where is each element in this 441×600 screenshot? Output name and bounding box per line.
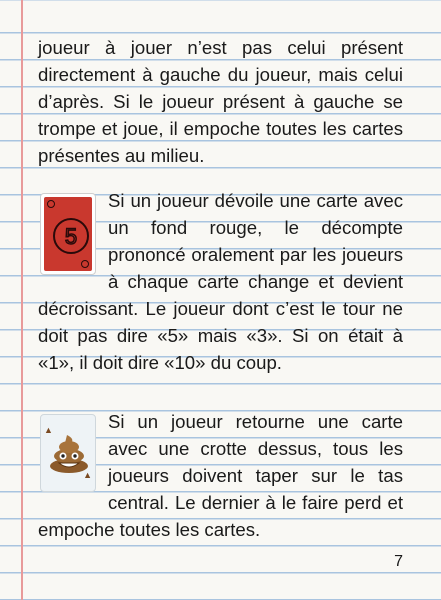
poop-emoji-graphic — [47, 431, 91, 475]
poop-emoji-card-icon: ▲ ▲ — [40, 414, 96, 492]
red-number-card-icon — [40, 193, 96, 275]
paragraph-red-card-rule — [38, 187, 403, 376]
paragraph-poo-card-text: Si un joueur retourne une carte avec une crotte dessus, tous les joueurs doivent taper sur le tas central. Le dernier à le faire perd et empoche toutes les cartes. — [38, 411, 403, 540]
svg-text:5: 5 — [64, 224, 78, 249]
paragraph-red-card-text: Si un joueur dévoile une carte avec un fond rouge, le décompte prononcé oralement par les joueurs à chaque carte change et devient décroissant. Le joueur dont c’est le tour ne doit pas dire «5» mais «3». Si on était à «1», il doit dire «10» du coup. — [38, 190, 403, 373]
paragraph-poo-card-rule — [38, 408, 403, 543]
page-number: 7 — [394, 553, 403, 570]
notebook-margin-line — [21, 0, 23, 600]
paragraph-intro: joueur à jouer n’est pas celui présent directement à gauche du joueur, mais celui d’après. Si le joueur présent à gauche se trompe et joue, il empoche toutes les cartes présentes au milieu. — [38, 37, 403, 166]
red-card-number-graphic — [49, 215, 93, 257]
